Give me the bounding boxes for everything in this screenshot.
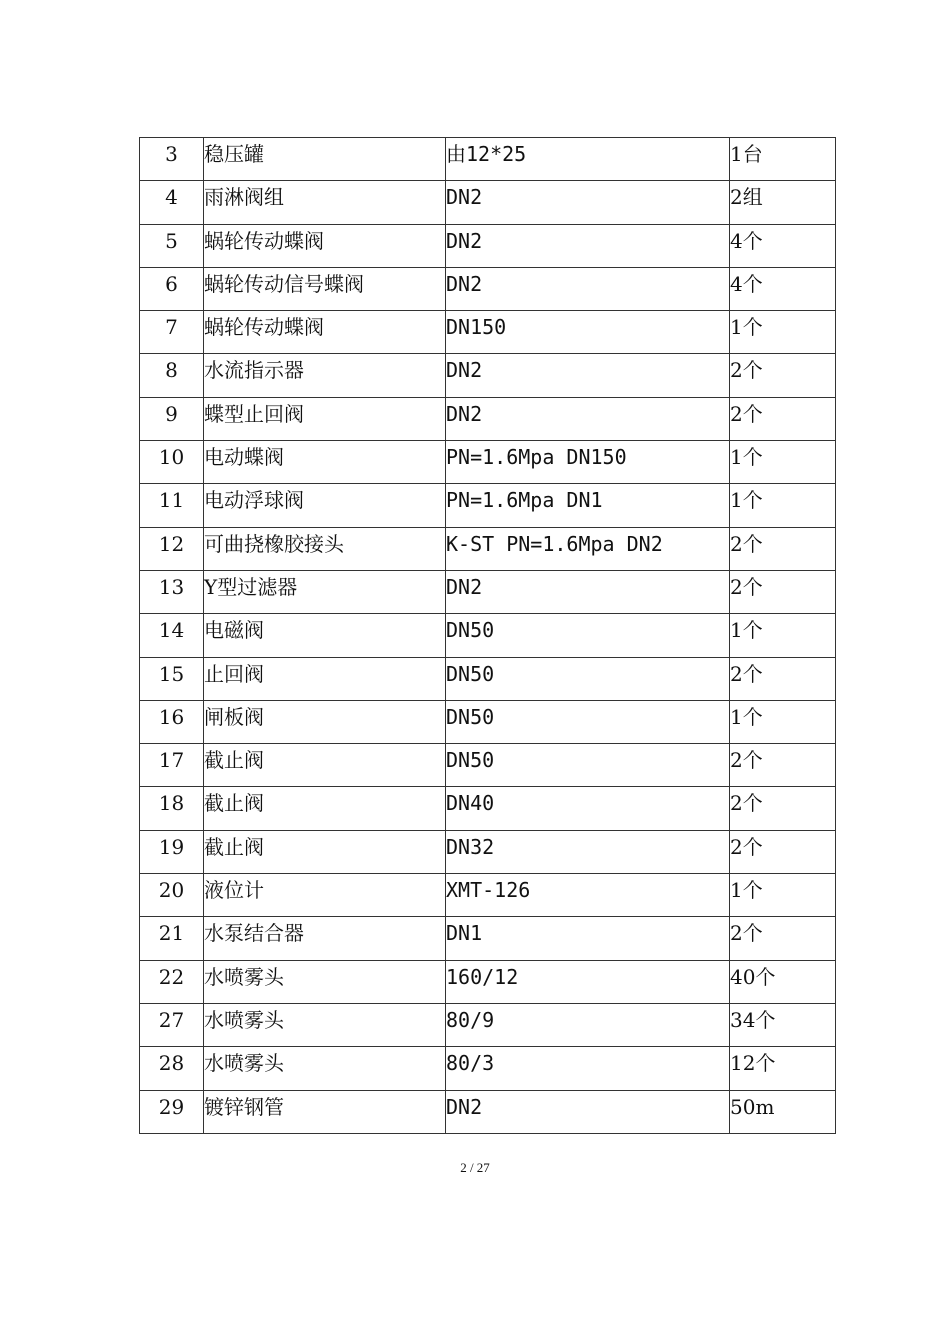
item-spec-cell: DN2 — [446, 267, 730, 310]
item-quantity-cell: 2个 — [730, 787, 836, 830]
item-quantity-cell: 4个 — [730, 267, 836, 310]
item-spec-cell: DN1 — [446, 917, 730, 960]
item-name-cell: 截止阀 — [204, 787, 446, 830]
table-row — [140, 830, 836, 873]
item-quantity-cell: 50m — [730, 1090, 836, 1133]
item-quantity-cell: 4个 — [730, 224, 836, 267]
item-spec-cell: DN2 — [446, 1090, 730, 1133]
item-spec-cell: DN32 — [446, 830, 730, 873]
table-row — [140, 354, 836, 397]
item-name-cell: Y型过滤器 — [204, 570, 446, 613]
row-number-cell: 16 — [140, 700, 204, 743]
equipment-table — [139, 137, 836, 1134]
table-row — [140, 311, 836, 354]
table-row — [140, 181, 836, 224]
row-number-cell: 9 — [140, 397, 204, 440]
item-quantity-cell: 1个 — [730, 441, 836, 484]
table-row — [140, 267, 836, 310]
item-name-cell: 蜗轮传动蝶阀 — [204, 224, 446, 267]
item-spec-cell: PN=1.6Mpa DN150 — [446, 441, 730, 484]
item-name-cell: 蜗轮传动蝶阀 — [204, 311, 446, 354]
row-number-cell: 5 — [140, 224, 204, 267]
item-quantity-cell: 2个 — [730, 397, 836, 440]
table-row — [140, 787, 836, 830]
table-row — [140, 484, 836, 527]
item-quantity-cell: 2个 — [730, 657, 836, 700]
row-number-cell: 3 — [140, 138, 204, 181]
item-spec-cell: XMT-126 — [446, 874, 730, 917]
row-number-cell: 13 — [140, 570, 204, 613]
item-spec-cell: DN50 — [446, 744, 730, 787]
table-row — [140, 224, 836, 267]
item-quantity-cell: 2个 — [730, 527, 836, 570]
item-quantity-cell: 34个 — [730, 1003, 836, 1046]
item-name-cell: 止回阀 — [204, 657, 446, 700]
table-row — [140, 1090, 836, 1133]
item-spec-cell: DN150 — [446, 311, 730, 354]
item-spec-cell: PN=1.6Mpa DN1 — [446, 484, 730, 527]
item-quantity-cell: 2个 — [730, 354, 836, 397]
item-name-cell: 水喷雾头 — [204, 1003, 446, 1046]
item-quantity-cell: 1个 — [730, 874, 836, 917]
item-quantity-cell: 1个 — [730, 614, 836, 657]
table-row — [140, 917, 836, 960]
row-number-cell: 18 — [140, 787, 204, 830]
row-number-cell: 4 — [140, 181, 204, 224]
row-number-cell: 28 — [140, 1047, 204, 1090]
item-name-cell: 闸板阀 — [204, 700, 446, 743]
table-body — [140, 138, 836, 1134]
table-row — [140, 397, 836, 440]
table-row — [140, 657, 836, 700]
table-row — [140, 700, 836, 743]
item-spec-cell: DN50 — [446, 700, 730, 743]
item-name-cell: 电动浮球阀 — [204, 484, 446, 527]
row-number-cell: 17 — [140, 744, 204, 787]
row-number-cell: 8 — [140, 354, 204, 397]
item-name-cell: 截止阀 — [204, 744, 446, 787]
row-number-cell: 10 — [140, 441, 204, 484]
item-spec-cell: DN50 — [446, 614, 730, 657]
page-number: 2 / 27 — [460, 1160, 490, 1175]
item-name-cell: 水喷雾头 — [204, 960, 446, 1003]
row-number-cell: 21 — [140, 917, 204, 960]
item-spec-cell: 80/3 — [446, 1047, 730, 1090]
row-number-cell: 14 — [140, 614, 204, 657]
item-quantity-cell: 12个 — [730, 1047, 836, 1090]
item-name-cell: 镀锌钢管 — [204, 1090, 446, 1133]
row-number-cell: 29 — [140, 1090, 204, 1133]
item-spec-cell: DN2 — [446, 570, 730, 613]
item-name-cell: 电磁阀 — [204, 614, 446, 657]
table-row — [140, 138, 836, 181]
item-spec-cell: DN2 — [446, 224, 730, 267]
row-number-cell: 20 — [140, 874, 204, 917]
item-name-cell: 水喷雾头 — [204, 1047, 446, 1090]
table-row — [140, 614, 836, 657]
item-quantity-cell: 1个 — [730, 311, 836, 354]
row-number-cell: 12 — [140, 527, 204, 570]
item-spec-cell: DN50 — [446, 657, 730, 700]
item-spec-cell: K-ST PN=1.6Mpa DN2 — [446, 527, 730, 570]
item-name-cell: 电动蝶阀 — [204, 441, 446, 484]
table-row — [140, 1003, 836, 1046]
row-number-cell: 6 — [140, 267, 204, 310]
item-name-cell: 可曲挠橡胶接头 — [204, 527, 446, 570]
row-number-cell: 11 — [140, 484, 204, 527]
item-spec-cell: DN40 — [446, 787, 730, 830]
row-number-cell: 27 — [140, 1003, 204, 1046]
table-row — [140, 570, 836, 613]
item-spec-cell: 由12*25 — [446, 138, 730, 181]
item-quantity-cell: 2个 — [730, 570, 836, 613]
item-quantity-cell: 2组 — [730, 181, 836, 224]
item-name-cell: 蝶型止回阀 — [204, 397, 446, 440]
item-quantity-cell: 2个 — [730, 744, 836, 787]
item-name-cell: 水泵结合器 — [204, 917, 446, 960]
item-quantity-cell: 40个 — [730, 960, 836, 1003]
item-name-cell: 稳压罐 — [204, 138, 446, 181]
row-number-cell: 7 — [140, 311, 204, 354]
item-quantity-cell: 1台 — [730, 138, 836, 181]
item-name-cell: 截止阀 — [204, 830, 446, 873]
row-number-cell: 19 — [140, 830, 204, 873]
item-spec-cell: DN2 — [446, 397, 730, 440]
item-name-cell: 液位计 — [204, 874, 446, 917]
item-spec-cell: DN2 — [446, 181, 730, 224]
table-row — [140, 744, 836, 787]
item-quantity-cell: 2个 — [730, 917, 836, 960]
row-number-cell: 15 — [140, 657, 204, 700]
item-spec-cell: 80/9 — [446, 1003, 730, 1046]
table-row — [140, 441, 836, 484]
item-name-cell: 雨淋阀组 — [204, 181, 446, 224]
item-quantity-cell: 1个 — [730, 484, 836, 527]
item-name-cell: 水流指示器 — [204, 354, 446, 397]
item-quantity-cell: 2个 — [730, 830, 836, 873]
table-row — [140, 874, 836, 917]
item-name-cell: 蜗轮传动信号蝶阀 — [204, 267, 446, 310]
item-spec-cell: DN2 — [446, 354, 730, 397]
row-number-cell: 22 — [140, 960, 204, 1003]
item-quantity-cell: 1个 — [730, 700, 836, 743]
item-spec-cell: 160/12 — [446, 960, 730, 1003]
table-row — [140, 960, 836, 1003]
table-row — [140, 527, 836, 570]
table-row — [140, 1047, 836, 1090]
